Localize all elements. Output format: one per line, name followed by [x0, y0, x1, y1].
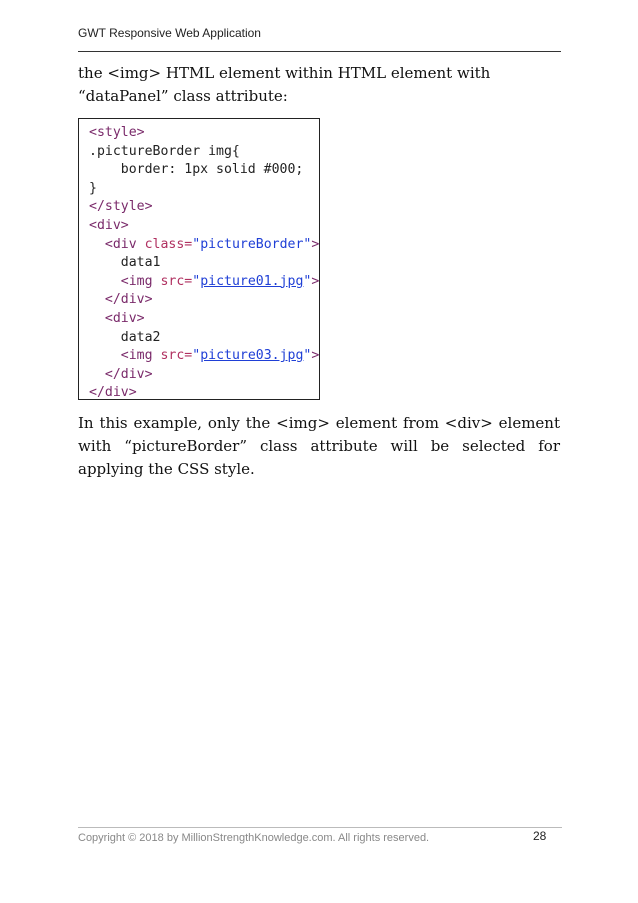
code-line: data2	[120, 329, 161, 345]
code-quote: "	[192, 273, 201, 289]
code-line: </div>	[104, 366, 153, 382]
code-line: }	[89, 180, 97, 196]
code-tag: >	[311, 348, 320, 364]
code-attr: src=	[160, 348, 193, 364]
code-snippet-box	[78, 118, 320, 400]
code-line: <style>	[89, 125, 145, 140]
code-snippet	[89, 124, 319, 403]
code-value: "pictureBorder"	[192, 236, 312, 252]
code-link[interactable]: picture03.jpg	[200, 348, 304, 364]
code-line: .pictureBorder img{	[89, 143, 240, 159]
footer-divider	[78, 827, 562, 828]
code-tag: >	[311, 236, 320, 252]
code-line: border: 1px solid #000;	[89, 162, 304, 178]
code-line: </div>	[104, 292, 153, 308]
code-line: </style>	[89, 199, 153, 215]
code-quote: "	[303, 273, 312, 289]
code-tag: <img	[120, 348, 153, 364]
code-line: data1	[120, 255, 161, 271]
code-line: <div>	[104, 310, 145, 326]
code-attr: class=	[144, 236, 193, 252]
code-line: <div>	[89, 217, 129, 233]
code-line: </div>	[89, 385, 137, 401]
footer-copyright: Copyright © 2018 by MillionStrengthKnowledge.com. All rights reserved.	[78, 832, 430, 844]
header-divider	[78, 51, 561, 52]
code-tag: <img	[120, 273, 153, 289]
code-tag: >	[311, 273, 320, 289]
intro-paragraph: the <img> HTML element within HTML element with “dataPanel” class attribute:	[78, 64, 491, 105]
code-quote: "	[303, 348, 312, 364]
code-tag: <div	[104, 236, 137, 252]
code-quote: "	[192, 348, 201, 364]
page-number: 28	[533, 829, 547, 843]
code-link[interactable]: picture01.jpg	[200, 273, 304, 289]
header-title: GWT Responsive Web Application	[78, 26, 261, 40]
code-attr: src=	[160, 273, 193, 289]
explanation-paragraph: In this example, only the <img> element from <div> element with “pictureBorder” class attribute will be selected for applying the CSS style.	[78, 414, 560, 478]
